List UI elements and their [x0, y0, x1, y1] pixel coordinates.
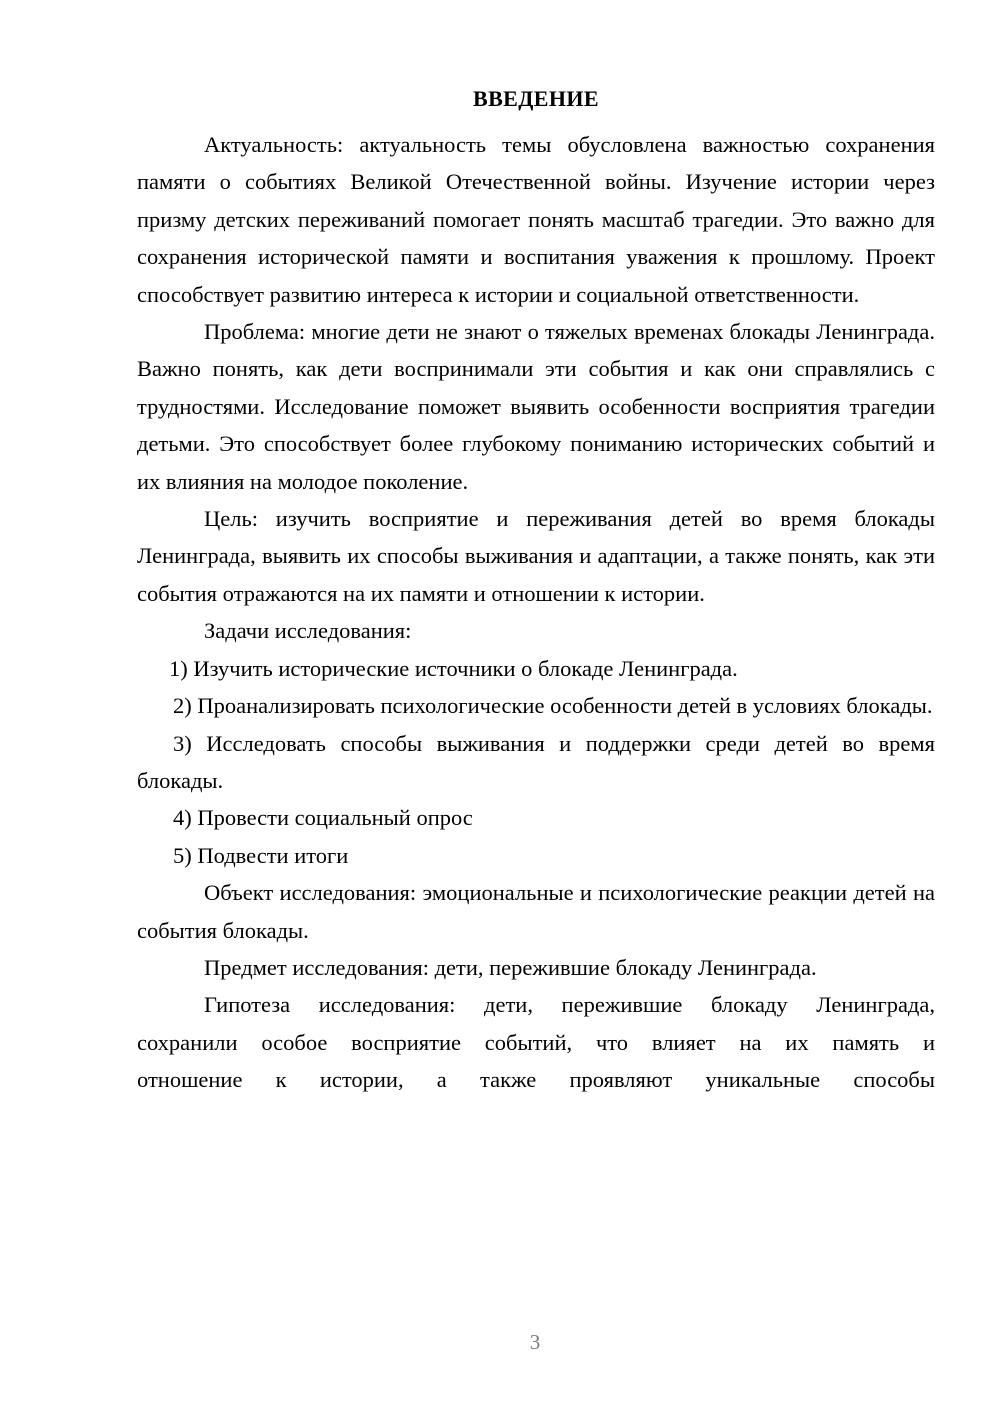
paragraph-object: Объект исследования: эмоциональные и психологические реакции детей на события блокады.: [137, 880, 935, 943]
list-item: 1) Изучить исторические источники о блокаде Ленинграда.: [169, 655, 738, 681]
paragraph-subject: Предмет исследования: дети, пережившие блокаду Ленинграда.: [204, 954, 817, 980]
list-item: 4) Провести социальный опрос: [173, 805, 473, 831]
hypothesis-line-1: Гипотеза исследования: дети, пережившие блокаду Ленинграда,: [204, 992, 935, 1018]
page-title: ВВЕДЕНИЕ: [473, 86, 599, 111]
document-body: [137, 88, 935, 1099]
list-item: 3) Исследовать способы выживания и поддержки среди детей во время блокады.: [137, 730, 935, 793]
hypothesis-line-2: сохранили особое восприятие событий, что влияет на их память и: [137, 1029, 935, 1055]
list-item: 2) Проанализировать психологические особенности детей в условиях блокады.: [173, 693, 933, 719]
paragraph-relevance: Актуальность: актуальность темы обусловлена важностью сохранения памяти о событиях Великой Отечественной войны. Изучение истории через призму детских переживаний помогает понять масштаб трагедии. Это важно для сохранения исторической памяти и воспитания уважения к прошлому. Проект способствует развитию интереса к истории и социальной ответственности.: [137, 132, 935, 307]
paragraph-problem: Проблема: многие дети не знают о тяжелых временах блокады Ленинграда. Важно понять, как дети воспринимали эти события и как они справлялись с трудностями. Исследование поможет выявить особенности восприятия трагедии детьми. Это способствует более глубокому пониманию исторических событий и их влияния на молодое поколение.: [137, 319, 935, 494]
tasks-heading: Задачи исследования:: [204, 618, 412, 644]
list-item: 5) Подвести итоги: [173, 842, 349, 868]
paragraph-goal: Цель: изучить восприятие и переживания детей во время блокады Ленинграда, выявить их способы выживания и адаптации, а также понять, как эти события отражаются на их памяти и отношении к истории.: [137, 506, 935, 606]
hypothesis-line-3: отношение к истории, а также проявляют уникальные способы: [137, 1067, 935, 1093]
paragraph-hypothesis: [137, 986, 935, 1098]
page-number: 3: [529, 1330, 541, 1354]
